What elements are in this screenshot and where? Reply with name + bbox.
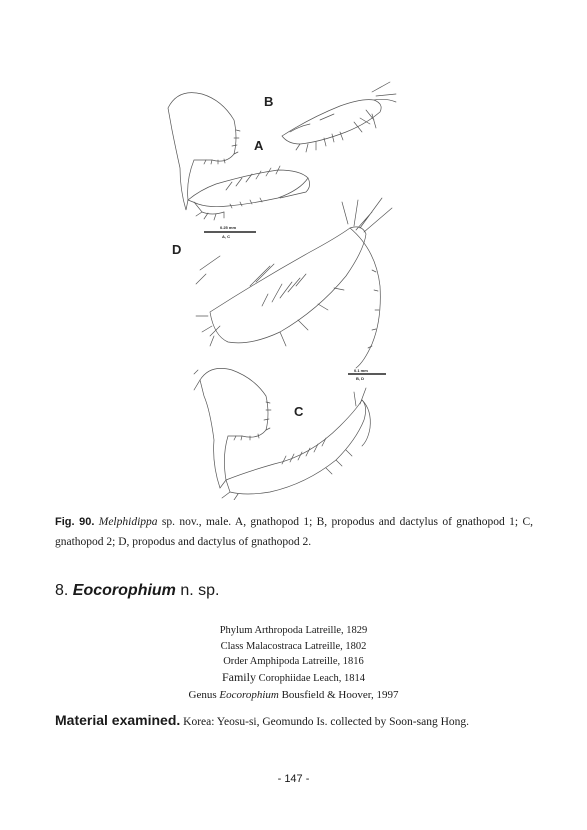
panel-label-b: B bbox=[264, 94, 274, 109]
taxonomy-family-name: Corophiidae Leach, 1814 bbox=[258, 672, 366, 684]
scale-bar-b-d-label: B, D bbox=[356, 376, 364, 381]
panel-a-drawing bbox=[168, 93, 310, 220]
taxonomy-class: Class Malacostraca Latreille, 1802 bbox=[220, 640, 367, 652]
taxonomy-family-label: Family bbox=[221, 669, 256, 684]
caption-genus: Melphidippa bbox=[98, 516, 158, 528]
taxonomy-block bbox=[0, 623, 587, 704]
figure-90 bbox=[150, 80, 410, 500]
material-text: Korea: Yeosu-si, Geomundo Is. collected by Soon-sang Hong. bbox=[183, 716, 470, 728]
taxonomy-order: Order Amphipoda Latreille, 1816 bbox=[223, 656, 364, 667]
panel-d-drawing bbox=[196, 198, 392, 368]
section-genus: Eocorophium bbox=[72, 582, 176, 599]
taxonomy-genus-name: Eocorophium bbox=[219, 689, 279, 701]
scale-bar-a-c-value: 0.25 mm bbox=[220, 225, 237, 230]
page-number: - 147 - bbox=[277, 773, 310, 785]
material-label: Material examined. bbox=[55, 712, 181, 728]
scale-bar-a-c-label: A, C bbox=[222, 234, 230, 239]
scale-bar-b-d bbox=[348, 368, 386, 381]
gnathopod-drawing bbox=[150, 80, 410, 500]
section-title bbox=[55, 582, 220, 600]
taxonomy-genus-label: Genus bbox=[188, 689, 217, 701]
figure-label: Fig. 90. bbox=[55, 516, 95, 528]
section-suffix: n. sp. bbox=[180, 582, 220, 599]
panel-label-d: D bbox=[172, 242, 182, 257]
taxonomy-genus bbox=[0, 688, 587, 704]
panel-label-c: C bbox=[294, 404, 304, 419]
taxonomy-family bbox=[0, 670, 587, 687]
section-number: 8. bbox=[55, 582, 69, 599]
taxonomy-phylum: Phylum Arthropoda Latreille, 1829 bbox=[219, 625, 368, 636]
scale-bar-b-d-value: 0.1 mm bbox=[354, 368, 368, 373]
panel-c-drawing bbox=[194, 368, 370, 500]
panel-b-drawing bbox=[282, 82, 396, 152]
taxonomy-genus-authority: Bousfield & Hoover, 1997 bbox=[281, 689, 399, 701]
panel-label-a: A bbox=[254, 138, 264, 153]
figure-caption bbox=[55, 512, 533, 552]
material-examined bbox=[55, 712, 555, 728]
scale-bar-a-c bbox=[204, 225, 256, 239]
caption-text: sp. nov., male. A, gnathopod 1; B, propodus and dactylus of gnathopod 1; C, gnathopod 2; D, propodus and dactylus of gnathopod 2. bbox=[55, 516, 534, 548]
